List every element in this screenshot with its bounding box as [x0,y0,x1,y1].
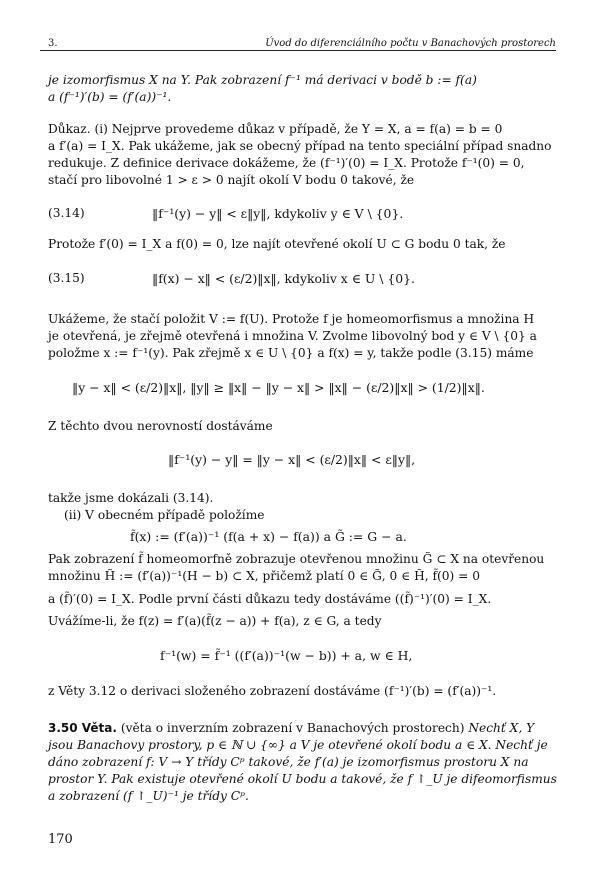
text-line: je izomorfismus X na Y. Pak zobrazení f⁻¹ má derivaci v bodě b := f(a) [48,73,477,87]
text-line: Pak zobrazení f̃ homeomorfně zobrazuje otevřenou množinu G̃ ⊂ X na otevřenou [48,552,545,566]
text-line: položme x := f⁻¹(y). Pak zřejmě x ∈ U \ {0} a f(x) = y, takže podle (3.15) máme [48,346,534,360]
text-line: je otevřená, je zřejmě otevřená i množina V. Zvolme libovolný bod y ∈ V \ {0} a [48,329,537,343]
text-line: z Věty 3.12 o derivaci složeného zobrazení dostáváme (f⁻¹)′(b) = (f′(a))⁻¹. [48,684,497,698]
theorem-line [48,720,558,736]
text-line: a zobrazení (f ↾_U)⁻¹ je třídy Cᵖ. [48,789,249,803]
text-line: prostor Y. Pak existuje otevřené okolí U bodu a takové, že f ↾_U je difeomorfismus [48,772,557,786]
text-line: (ii) V obecném případě položíme [64,508,265,522]
equation-label: (3.14) [48,206,85,220]
text-line: Uvážíme-li, že f(z) = f′(a)(f̃(z − a)) + f(a), z ∈ G, a tedy [48,614,382,628]
display-definition: f̃(x) := (f′(a))⁻¹ (f(a + x) − f(a)) a G̃ := G − a. [130,529,407,544]
text-line: Protože f′(0) = I_X a f(0) = 0, lze najít otevřené okolí U ⊂ G bodu 0 tak, že [48,237,506,251]
text-line: jsou Banachovy prostory, p ∈ ℕ ∪ {∞} a V je otevřené okolí bodu a ∈ X. Nechť je [48,738,548,752]
theorem-label: 3.50 Věta. [48,721,117,735]
text-line: redukuje. Z definice derivace dokážeme, že (f⁻¹)′(0) = I_X. Protože f⁻¹(0) = 0, [48,156,525,170]
equation-label: (3.15) [48,271,85,285]
display-formula: f⁻¹(w) = f̃⁻¹ ((f′(a))⁻¹(w − b)) + a, w ∈ H, [160,648,413,663]
text-line: Důkaz. (i) Nejprve provedeme důkaz v případě, že Y = X, a = f(a) = b = 0 [48,122,503,136]
text-line: a (f̃)′(0) = I_X. Podle první části důkazu tedy dostáváme ((f̃)⁻¹)′(0) = I_X. [48,592,492,606]
page-number: 170 [48,832,73,847]
theorem-title: (věta o inverzním zobrazení v Banachových prostorech) [120,721,465,735]
equation-3-15: ‖f(x) − x‖ < (ε/2)‖x‖, kdykoliv x ∈ U \ {0}. [152,271,415,286]
text-line: a f′(a) = I_X. Pak ukážeme, jak se obecný případ na tento speciální případ snadno [48,139,552,153]
text-line: stačí pro libovolné 1 > ε > 0 najít okolí V bodu 0 takové, že [48,173,415,187]
running-title: Úvod do diferenciálního počtu v Banachových prostorech [265,38,556,49]
text-line: množinu H̃ := (f′(a))⁻¹(H − b) ⊂ X, přičemž platí 0 ∈ G̃, 0 ∈ H̃, f̃(0) = 0 [48,569,480,583]
equation-3-14: ‖f⁻¹(y) − y‖ < ε‖y‖, kdykoliv y ∈ V \ {0}. [152,206,404,221]
chapter-number: 3. [48,38,58,49]
display-inequality: ‖y − x‖ < (ε/2)‖x‖, ‖y‖ ≥ ‖x‖ − ‖y − x‖ > ‖x‖ − (ε/2)‖x‖ > (1/2)‖x‖. [72,380,485,395]
display-inequality: ‖f⁻¹(y) − y‖ = ‖y − x‖ < (ε/2)‖x‖ < ε‖y‖, [168,452,416,467]
text-line: a (f⁻¹)′(b) = (f′(a))⁻¹. [48,90,172,104]
theorem-text: Nechť X, Y [468,721,535,735]
text-line: dáno zobrazení f: V → Y třídy Cᵖ takové, že f′(a) je izomorfismus prostoru X na [48,755,529,769]
text-line: Z těchto dvou nerovností dostáváme [48,419,273,433]
text-line: Ukážeme, že stačí položit V := f(U). Protože f je homeomorfismus a množina H [48,312,535,326]
text-line: takže jsme dokázali (3.14). [48,491,214,505]
running-header [40,38,556,51]
